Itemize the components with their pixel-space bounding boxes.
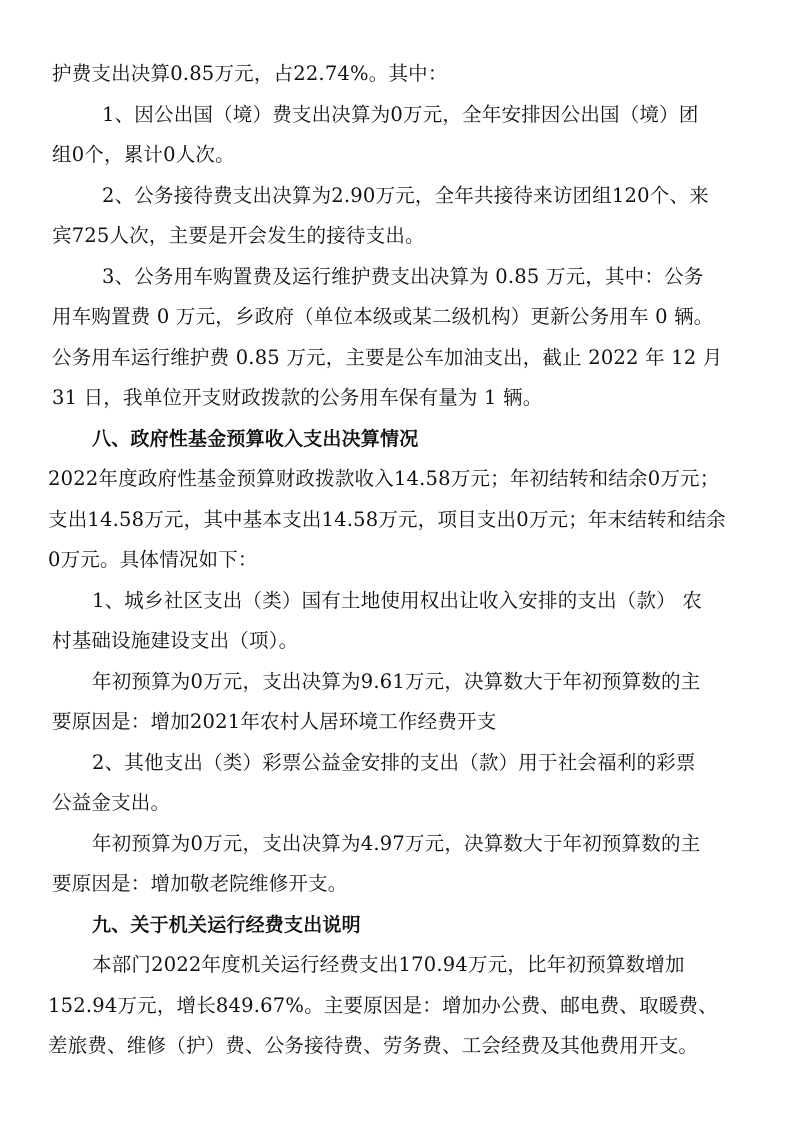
paragraph-line: 152.94万元，增长849.67%。主要原因是：增加办公费、邮电费、取暖费、 xyxy=(48,994,718,1017)
section-heading: 八、政府性基金预算收入支出决算情况 xyxy=(92,428,419,450)
paragraph-line: 公益金支出。 xyxy=(52,791,171,814)
paragraph-line: 2、其他支出（类）彩票公益金安排的支出（款）用于社会福利的彩票 xyxy=(92,751,696,774)
paragraph-line: 0万元。具体情况如下： xyxy=(48,548,258,571)
paragraph-line: 要原因是：增加敬老院维修开支。 xyxy=(52,872,348,895)
paragraph-line: 年初预算为0万元，支出决算为4.97万元，决算数大于年初预算数的主 xyxy=(92,832,701,855)
paragraph-line: 年初预算为0万元，支出决算为9.61万元，决算数大于年初预算数的主 xyxy=(92,670,701,693)
paragraph-line: 支出14.58万元，其中基本支出14.58万元，项目支出0万元；年末结转和结余 xyxy=(48,508,726,531)
paragraph-line: 本部门2022年度机关运行经费支出170.94万元，比年初预算数增加 xyxy=(92,953,685,976)
paragraph-line: 护费支出决算0.85万元，占22.74%。其中： xyxy=(52,62,448,85)
paragraph-line: 1、城乡社区支出（类）国有土地使用权出让收入安排的支出（款） 农 xyxy=(92,589,703,612)
paragraph-line: 2022年度政府性基金预算财政拨款收入14.58万元；年初结转和结余0万元； xyxy=(48,467,720,490)
paragraph-line: 要原因是：增加2021年农村人居环境工作经费开支 xyxy=(52,710,497,733)
paragraph-line: 村基础设施建设支出（项）。 xyxy=(52,629,299,652)
paragraph-line: 宾725人次，主要是开会发生的接待支出。 xyxy=(52,224,425,247)
paragraph-line: 1、因公出国（境）费支出决算为0万元，全年安排因公出国（境）团 xyxy=(102,103,699,126)
paragraph-line: 差旅费、维修（护）费、公务接待费、劳务费、工会经费及其他费用开支。 xyxy=(48,1034,699,1057)
paragraph-line: 用车购置费 0 万元，乡政府（单位本级或某二级机构）更新公务用车 0 辆。 xyxy=(52,305,714,328)
paragraph-line: 组0个，累计0人次。 xyxy=(52,143,235,166)
paragraph-line: 2、公务接待费支出决算为2.90万元，全年共接待来访团组120个、来 xyxy=(102,184,709,207)
paragraph-line: 3、公务用车购置费及运行维护费支出决算为 0.85 万元，其中：公务 xyxy=(102,265,704,288)
paragraph-line: 31 日，我单位开支财政拨款的公务用车保有量为 1 辆。 xyxy=(52,386,543,409)
paragraph-line: 公务用车运行维护费 0.85 万元，主要是公车加油支出，截止 2022 年 12 月 xyxy=(52,346,723,369)
section-heading: 九、关于机关运行经费支出说明 xyxy=(92,914,361,936)
